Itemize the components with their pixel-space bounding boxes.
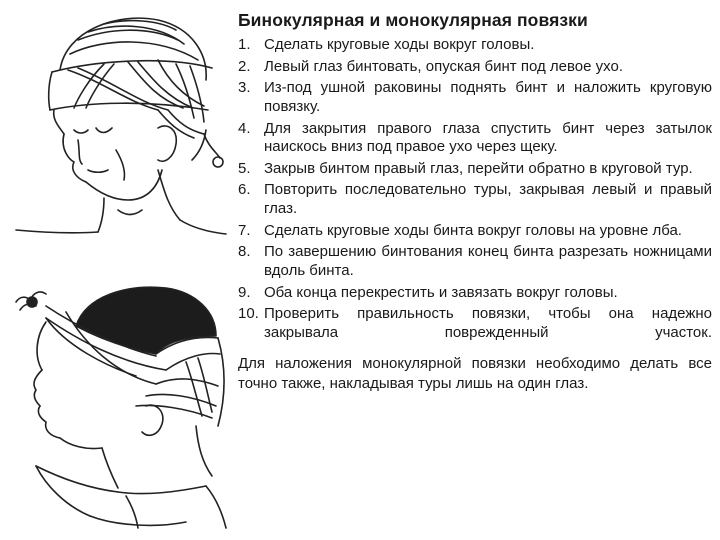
step-number: 1. bbox=[238, 36, 251, 53]
step-text: Проверить правильность повязки, чтобы она надежно закрывала поврежденный участок. bbox=[264, 305, 712, 341]
monocular-note: Для наложения монокулярной повязки необходимо делать все точно также, накладывая туры лишь на один глаз. bbox=[238, 355, 712, 393]
step-item bbox=[238, 284, 712, 303]
step-text: Повторить последовательно туры, закрывая левый и правый глаз. bbox=[264, 181, 712, 217]
step-number: 3. bbox=[238, 79, 251, 97]
step-item bbox=[238, 36, 712, 55]
step-text: Оба конца перекрестить и завязать вокруг головы. bbox=[264, 283, 618, 301]
step-text: Для закрытия правого глаза спустить бинт через затылок наискось вниз под правое ухо через щеку. bbox=[264, 119, 712, 156]
step-item bbox=[238, 181, 712, 218]
step-text: Сделать круговые ходы бинта вокруг головы на уровне лба. bbox=[264, 221, 682, 239]
step-number: 7. bbox=[238, 221, 251, 239]
step-text: Сделать круговые ходы вокруг головы. bbox=[264, 36, 535, 53]
page-title: Бинокулярная и монокулярная повязки bbox=[238, 10, 588, 30]
instructions-panel bbox=[238, 10, 712, 394]
step-item bbox=[238, 120, 712, 157]
step-number: 9. bbox=[238, 283, 251, 301]
steps-list bbox=[238, 36, 712, 342]
step-item bbox=[238, 79, 712, 116]
step-number: 5. bbox=[238, 159, 251, 177]
step-number: 2. bbox=[238, 57, 251, 75]
step-item bbox=[238, 243, 712, 280]
step-text: Закрыв бинтом правый глаз, перейти обратно в круговой тур. bbox=[264, 159, 693, 177]
step-number: 10. bbox=[238, 305, 259, 323]
step-number: 8. bbox=[238, 243, 251, 261]
step-item bbox=[238, 58, 712, 77]
step-text: Левый глаз бинтовать, опуская бинт под левое ухо. bbox=[264, 57, 623, 75]
step-item bbox=[238, 305, 712, 342]
step-item bbox=[238, 160, 712, 179]
binocular-bandage-illustration bbox=[8, 10, 230, 238]
step-text: Из-под ушной раковины поднять бинт и наложить круговую повязку. bbox=[264, 79, 712, 115]
monocular-bandage-illustration bbox=[6, 266, 232, 534]
step-text: По завершению бинтования конец бинта разрезать ножницами вдоль бинта. bbox=[264, 243, 712, 279]
step-number: 4. bbox=[238, 119, 251, 137]
step-number: 6. bbox=[238, 181, 251, 199]
step-item bbox=[238, 222, 712, 241]
